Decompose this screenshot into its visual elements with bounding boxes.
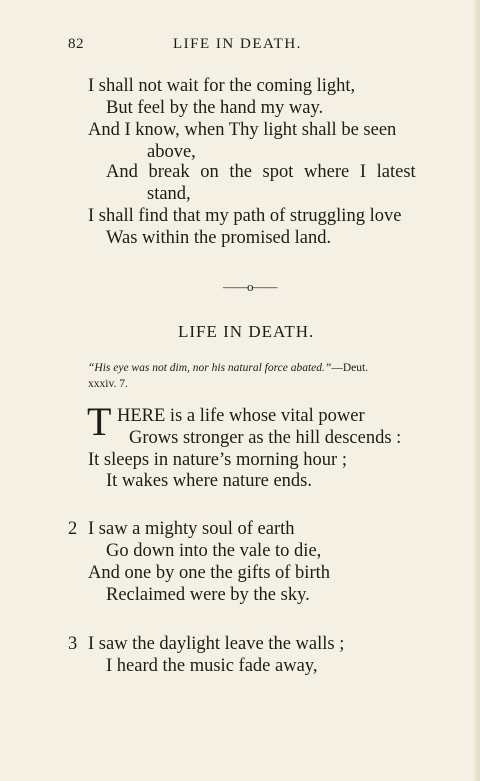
hymn-title: LIFE IN DEATH. <box>178 322 315 341</box>
poem-line: But feel by the hand my way. <box>106 98 324 118</box>
poem-line: I shall not wait for the coming light, <box>88 76 356 96</box>
stanza-line: HERE is a life whose vital power <box>117 406 365 426</box>
section-separator: ——o—— <box>223 279 277 294</box>
epigraph-attribution: —Deut. <box>331 362 369 374</box>
drop-cap: T <box>87 399 112 444</box>
verse-number: 3 <box>68 634 78 654</box>
verse-number: 2 <box>68 519 78 539</box>
poem-line: stand, <box>147 184 191 204</box>
running-title: LIFE IN DEATH. <box>173 36 302 52</box>
stanza-line: I saw the daylight leave the walls ; <box>88 634 345 654</box>
epigraph-quote-line <box>88 362 368 374</box>
page-edge <box>474 0 480 781</box>
poem-line: Was within the promised land. <box>106 228 332 248</box>
stanza-line: Reclaimed were by the sky. <box>106 585 310 605</box>
stanza-line: It sleeps in nature’s morning hour ; <box>88 450 347 470</box>
stanza-line: It wakes where nature ends. <box>106 471 312 491</box>
stanza-line: Grows stronger as the hill descends : <box>129 428 402 448</box>
poem-line: I shall find that my path of struggling love <box>88 206 402 226</box>
stanza-line: I saw a mighty soul of earth <box>88 519 295 539</box>
epigraph-reference: xxxiv. 7. <box>88 378 128 390</box>
stanza-line: And one by one the gifts of birth <box>88 563 330 583</box>
poem-line: And I know, when Thy light shall be seen <box>88 120 397 140</box>
poem-line: And break on the spot where I latest <box>106 162 416 182</box>
stanza-line: I heard the music fade away, <box>106 656 318 676</box>
stanza-line: Go down into the vale to die, <box>106 541 322 561</box>
page-number: 82 <box>68 36 84 52</box>
epigraph-quote: “His eye was not dim, nor his natural force abated.” <box>88 362 332 374</box>
poem-line: above, <box>147 142 196 162</box>
